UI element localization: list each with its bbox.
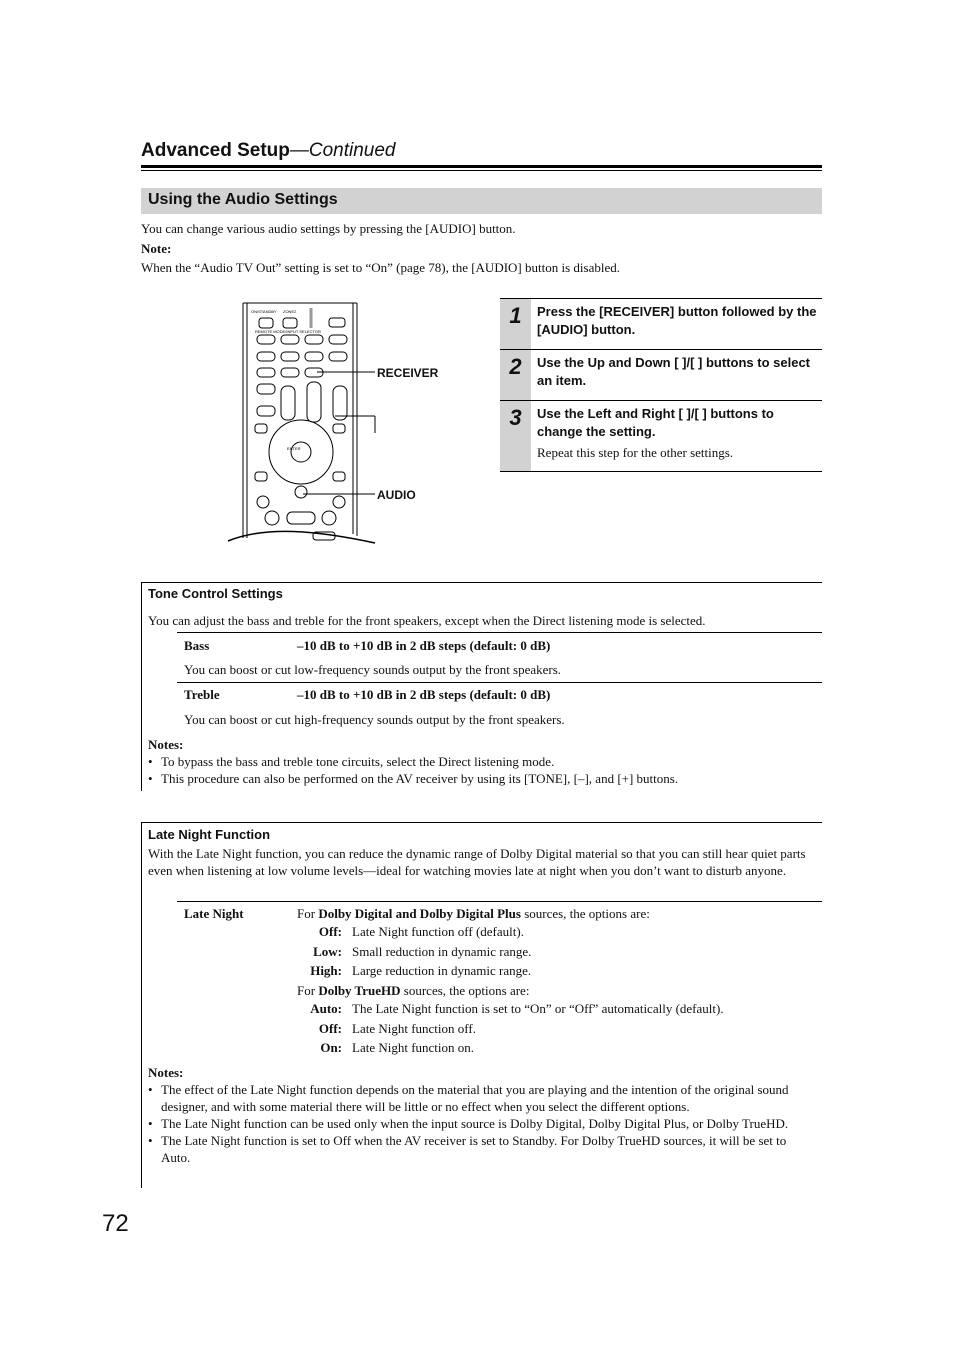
tone-row-rule <box>177 632 822 633</box>
option-value: Small reduction in dynamic range. <box>352 944 532 959</box>
latenight-notes-list <box>142 1081 818 1166</box>
tone-notes-label: Notes: <box>148 737 184 752</box>
remote-receiver-label: RECEIVER <box>377 366 439 380</box>
latenight-row-name: Late Night <box>184 906 244 921</box>
svg-text:ON/STANDBY: ON/STANDBY <box>251 309 277 314</box>
tone-row-rule <box>177 682 822 683</box>
remote-drawing <box>225 298 425 553</box>
latenight-intro: With the Late Night function, you can reduce the dynamic range of Dolby Digital material so that you can still hear quiet parts even when listening at low volume levels—ideal for watching movies late at night when you don’t want to disturb anyone. <box>148 846 806 878</box>
latenight-title: Late Night Function <box>148 827 271 842</box>
svg-text:ENTER: ENTER <box>287 446 301 451</box>
step-number: 3 <box>500 401 531 471</box>
header-rule-thin <box>141 170 822 171</box>
section-title: Using the Audio Settings <box>148 191 338 208</box>
treble-name: Treble <box>184 687 220 702</box>
step-text: Use the Left and Right [ ]/[ ] buttons to change the setting. <box>537 406 774 439</box>
treble-range: –10 dB to +10 dB in 2 dB steps (default: 0 dB) <box>297 687 551 702</box>
latenight-for-truehd <box>297 982 529 999</box>
tone-title: Tone Control Settings <box>148 586 283 601</box>
latenight-row-rule <box>177 901 822 902</box>
step-subtext: Repeat this step for the other settings. <box>537 445 734 460</box>
option-key: Low: <box>313 944 342 959</box>
bass-desc: You can boost or cut low-frequency sounds output by the front speakers. <box>184 662 562 677</box>
running-header <box>141 140 396 162</box>
tone-note: • This procedure can also be performed on the AV receiver by using its [TONE], [–], and [+] buttons. <box>142 770 822 787</box>
latenight-box-top <box>141 822 822 823</box>
latenight-note: • The effect of the Late Night function depends on the material that you are playing and the intention of the original sound designer, and with some material there will be little or no effect when you select the different options. <box>142 1081 818 1115</box>
page-number: 72 <box>102 1210 129 1237</box>
header-rule <box>141 165 822 168</box>
header-continued: —Continued <box>289 140 396 161</box>
step-text: Press the [RECEIVER] button followed by the [AUDIO] button. <box>537 304 817 337</box>
tone-notes-list <box>142 753 822 787</box>
step-number: 1 <box>500 299 531 349</box>
text-bold: Dolby TrueHD <box>318 983 401 998</box>
treble-desc: You can boost or cut high-frequency sounds output by the front speakers. <box>184 712 565 727</box>
step-1 <box>500 299 822 349</box>
tone-intro: You can adjust the bass and treble for the front speakers, except when the Direct listening mode is selected. <box>148 613 706 628</box>
svg-text:REMOTE MODE/INPUT SELECTOR: REMOTE MODE/INPUT SELECTOR <box>255 329 321 334</box>
option-key: Off: <box>318 924 342 939</box>
option-value: The Late Night function is set to “On” or “Off” automatically (default). <box>352 1001 724 1016</box>
option-key: Off: <box>318 1021 342 1036</box>
note-text: When the “Audio TV Out” setting is set to “On” (page 78), the [AUDIO] button is disabled. <box>141 260 620 275</box>
text-span: For <box>297 906 319 921</box>
latenight-note: • The Late Night function is set to Off when the AV receiver is set to Standby. For Dolby TrueHD sources, it will be set to Auto. <box>142 1132 818 1166</box>
option-value: Large reduction in dynamic range. <box>352 963 532 978</box>
option-key: High: <box>310 963 342 978</box>
text-span: sources, the options are: <box>400 983 530 998</box>
option-key: Auto: <box>310 1001 342 1016</box>
svg-text:ZONE2: ZONE2 <box>283 309 297 314</box>
bass-range: –10 dB to +10 dB in 2 dB steps (default: 0 dB) <box>297 638 551 653</box>
text-span: For <box>297 983 319 998</box>
header-title: Advanced Setup <box>141 140 290 161</box>
latenight-for-dolby-digital <box>297 905 650 922</box>
tone-box-top <box>141 582 822 583</box>
step-number: 2 <box>500 350 531 400</box>
option-value: Late Night function off (default). <box>352 924 524 939</box>
remote-audio-label: AUDIO <box>377 488 416 502</box>
step-3 <box>500 401 822 471</box>
option-value: Late Night function on. <box>352 1040 475 1055</box>
steps-rule-bottom <box>500 471 822 472</box>
bass-name: Bass <box>184 638 210 653</box>
section-intro: You can change various audio settings by pressing the [AUDIO] button. <box>141 221 516 236</box>
note-label: Note: <box>141 241 172 256</box>
tone-note: • To bypass the bass and treble tone circuits, select the Direct listening mode. <box>142 753 822 770</box>
remote-illustration <box>225 298 425 553</box>
latenight-note: • The Late Night function can be used only when the input source is Dolby Digital, Dolby Digital Plus, or Dolby TrueHD. <box>142 1115 818 1132</box>
latenight-notes-label: Notes: <box>148 1065 184 1080</box>
text-bold: Dolby Digital and Dolby Digital Plus <box>318 906 521 921</box>
option-key: On: <box>320 1040 342 1055</box>
text-span: sources, the options are: <box>520 906 650 921</box>
step-text: Use the Up and Down [ ]/[ ] buttons to select an item. <box>537 355 810 388</box>
option-value: Late Night function off. <box>352 1021 476 1036</box>
step-2 <box>500 350 822 400</box>
